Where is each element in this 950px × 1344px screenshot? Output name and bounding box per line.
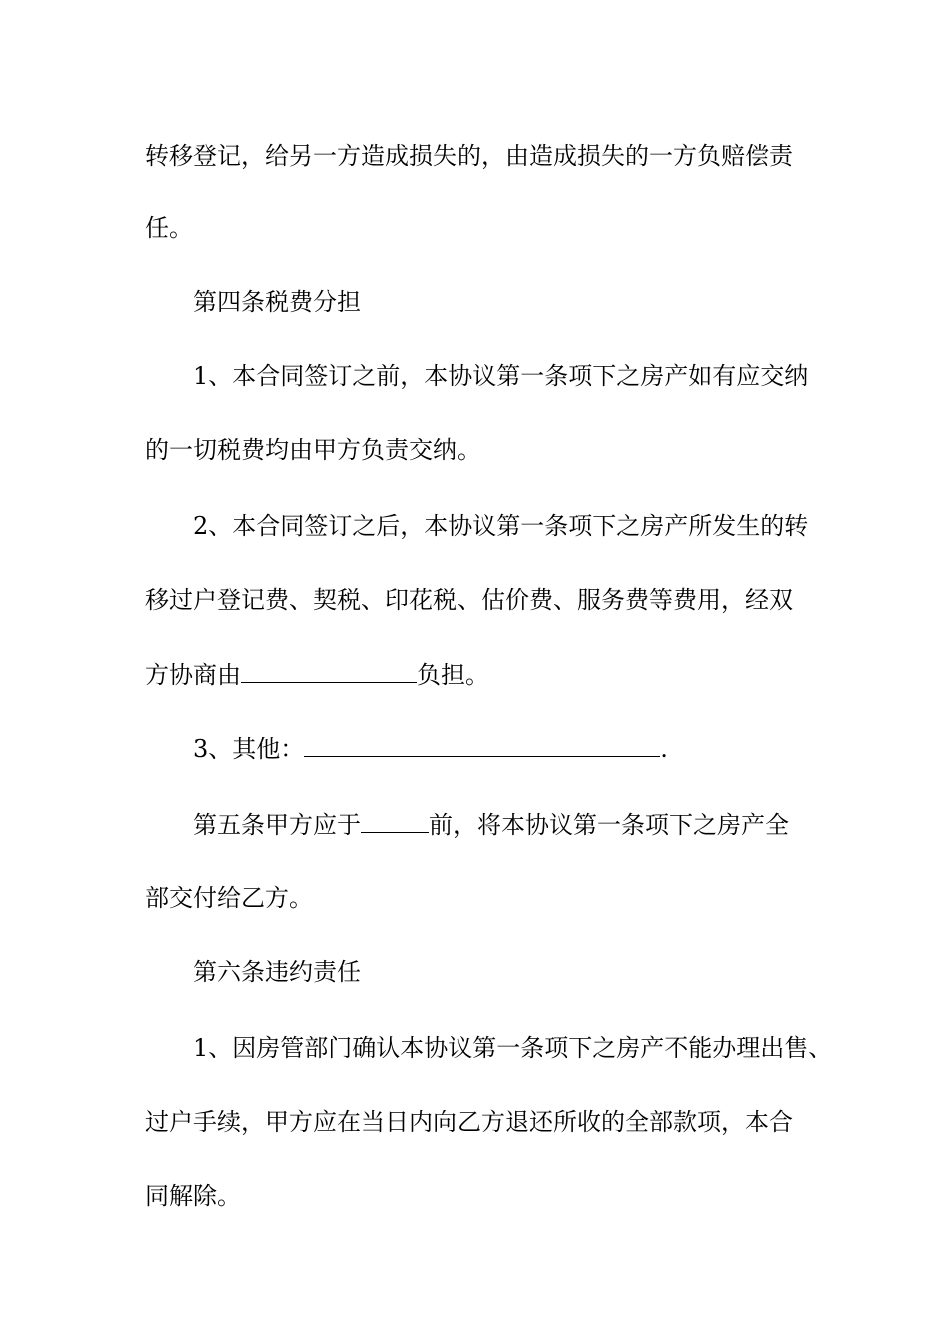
text-line: 任。 xyxy=(145,214,193,242)
text-line: 移过户登记费、契税、印花税、估价费、服务费等费用，经双 xyxy=(145,586,793,614)
text-segment: 前，将本协议第一条项下之房产全 xyxy=(429,811,789,839)
text-line: 1、本合同签订之前，本协议第一条项下之房产如有应交纳 xyxy=(193,362,809,390)
text-segment: 第五条甲方应于 xyxy=(193,811,361,839)
fill-in-blank[interactable] xyxy=(361,806,429,833)
text-line-with-blank xyxy=(193,806,833,842)
fill-in-blank[interactable] xyxy=(241,656,417,683)
section-heading: 第六条违约责任 xyxy=(193,958,361,986)
text-line: 1、因房管部门确认本协议第一条项下之房产不能办理出售、 xyxy=(193,1034,833,1062)
text-line: 同解除。 xyxy=(145,1182,241,1210)
text-line: 转移登记，给另一方造成损失的，由造成损失的一方负赔偿责 xyxy=(145,142,793,170)
fill-in-blank[interactable] xyxy=(304,730,660,757)
text-line: 2、本合同签订之后，本协议第一条项下之房产所发生的转 xyxy=(193,512,809,540)
text-line-with-blank xyxy=(193,730,833,766)
text-segment: . xyxy=(660,735,668,763)
text-segment: 负担。 xyxy=(417,661,489,689)
text-line: 部交付给乙方。 xyxy=(145,884,313,912)
text-line: 过户手续，甲方应在当日内向乙方退还所收的全部款项，本合 xyxy=(145,1108,793,1136)
text-line-with-blank xyxy=(145,656,825,692)
text-line: 的一切税费均由甲方负责交纳。 xyxy=(145,436,481,464)
text-segment: 3、其他： xyxy=(193,735,305,763)
section-heading: 第四条税费分担 xyxy=(193,288,361,316)
text-segment: 方协商由 xyxy=(145,661,241,689)
